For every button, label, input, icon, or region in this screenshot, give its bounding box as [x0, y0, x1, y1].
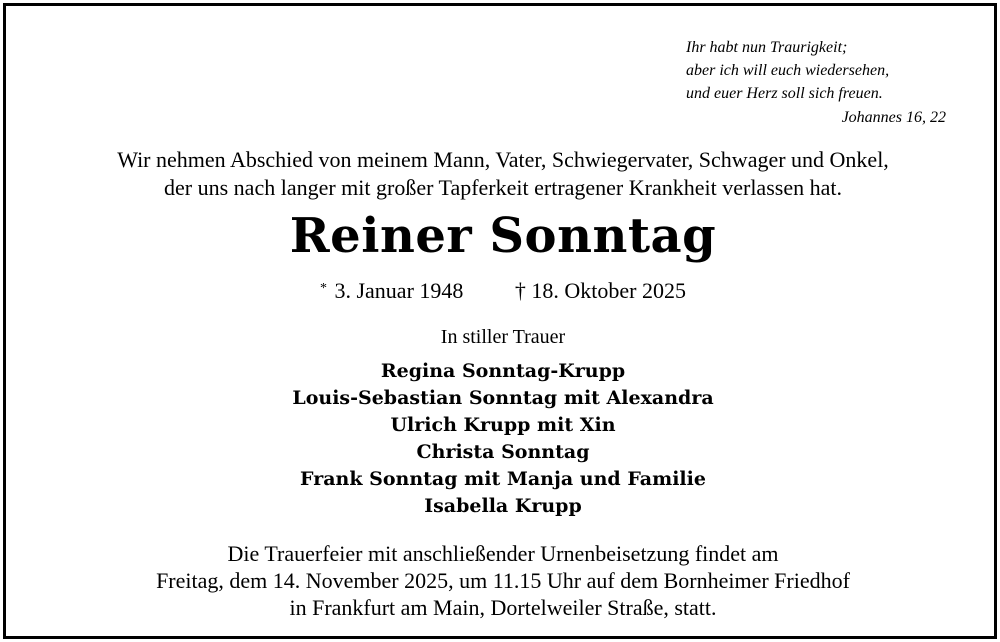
mourner-name: Isabella Krupp	[424, 495, 582, 517]
death-date-group	[515, 276, 686, 306]
death-date: 18. Oktober 2025	[531, 278, 686, 303]
intro-text	[6, 146, 1000, 202]
quote-line: Ihr habt nun Traurigkeit;	[686, 39, 848, 56]
intro-line: Wir nehmen Abschied von meinem Mann, Vater, Schwiegervater, Schwager und Onkel,	[117, 147, 889, 172]
funeral-line: Freitag, dem 14. November 2025, um 11.15 Uhr auf dem Bornheimer Friedhof	[156, 568, 850, 593]
obituary-notice	[3, 3, 997, 639]
birth-date-group	[320, 274, 463, 306]
quote-line: und euer Herz soll sich freuen.	[686, 85, 883, 102]
mourner-name: Louis-Sebastian Sonntag mit Alexandra	[292, 387, 714, 409]
birth-date: 3. Januar 1948	[334, 278, 464, 303]
quote-line: aber ich will euch wiedersehen,	[686, 62, 890, 79]
quote-reference: Johannes 16, 22	[841, 109, 946, 126]
mourner-name: Christa Sonntag	[416, 441, 590, 463]
mourners-list	[6, 358, 1000, 520]
mourning-heading: In stiller Trauer	[440, 326, 566, 348]
intro-line: der uns nach langer mit großer Tapferkeit ertragener Krankheit verlassen hat.	[164, 175, 842, 200]
funeral-info	[6, 540, 1000, 621]
mourner-name: Ulrich Krupp mit Xin	[390, 414, 616, 436]
bible-quote	[686, 36, 946, 129]
birth-symbol: *	[319, 281, 327, 296]
life-dates	[6, 274, 1000, 306]
mourner-name: Frank Sonntag mit Manja und Familie	[300, 468, 706, 490]
deceased-name: Reiner Sonntag	[289, 208, 717, 264]
death-symbol: †	[514, 278, 526, 303]
funeral-line: Die Trauerfeier mit anschließender Urnenbeisetzung findet am	[227, 541, 779, 566]
mourner-name: Regina Sonntag-Krupp	[380, 360, 626, 382]
funeral-line: in Frankfurt am Main, Dortelweiler Straße, statt.	[289, 595, 717, 620]
